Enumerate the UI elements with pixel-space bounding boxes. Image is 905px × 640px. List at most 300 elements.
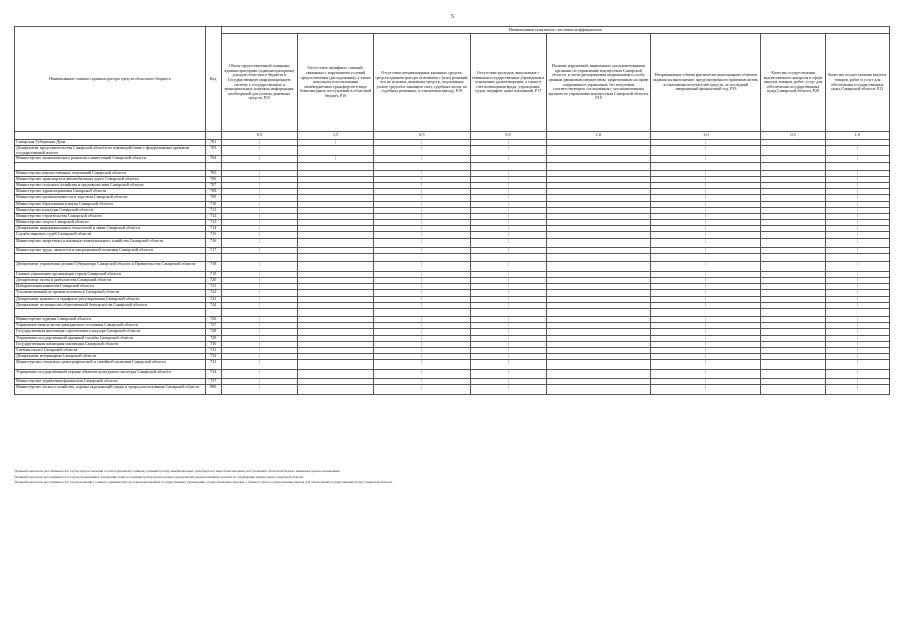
row-value: | [651, 146, 761, 156]
row-value: | [221, 354, 297, 360]
row-value: | [470, 195, 546, 201]
row-value: | [221, 360, 297, 370]
row-name: Департамент информационных технологий и связи Самарской области [15, 226, 206, 232]
row-value: | [374, 146, 470, 156]
row-value: | [470, 278, 546, 284]
row-name: Управление государственной охраны объектов культурного наследия Самарской области [15, 369, 206, 379]
row-code: 701 [205, 140, 221, 146]
row-code: 720 [205, 278, 221, 284]
row-value: | [374, 347, 470, 353]
row-value: | [651, 207, 761, 213]
row-name: Министерство энергетики и жилищно-коммунального хозяйства Самарской области [15, 238, 206, 248]
table-row [15, 162, 890, 170]
row-value: | [221, 329, 297, 335]
row-value [374, 254, 470, 262]
row-value [546, 360, 650, 370]
weight-cell: 0,5 [221, 132, 297, 140]
row-name: Министерство имущественных отношений Самарской области [15, 170, 206, 176]
row-value: | [470, 323, 546, 329]
row-value: | [651, 140, 761, 146]
row-name: Министерство туризма Самарской области [15, 316, 206, 322]
row-value: | [374, 296, 470, 302]
row-value [761, 360, 825, 370]
row-code: 721 [205, 284, 221, 290]
row-code: 703 [205, 146, 221, 156]
row-value: | [221, 341, 297, 347]
row-code: 708 [205, 189, 221, 195]
row-value [470, 162, 546, 170]
row-value: | [825, 316, 889, 322]
row-code: 712 [205, 213, 221, 219]
row-value: | [651, 226, 761, 232]
row-name: Министерство культуры Самарской области [15, 207, 206, 213]
row-value: | [374, 290, 470, 296]
row-value [546, 162, 650, 170]
row-value: | [297, 140, 373, 146]
header-indicator: Качество осуществления ведомственного контроля в сфере закупок товаров, работ, услуг для обеспечения государственных нужд Самарской области, P20 [761, 34, 825, 132]
row-value: | [470, 284, 546, 290]
row-value: | [825, 323, 889, 329]
row-value: | [221, 201, 297, 207]
row-name: Государственная инспекция строительного надзора Самарской области [15, 329, 206, 335]
row-value: | [374, 335, 470, 341]
row-code: 710 [205, 201, 221, 207]
weight-spacer [15, 132, 206, 140]
row-name: Департамент ветеринарии Самарской области [15, 354, 206, 360]
row-value: | [221, 323, 297, 329]
row-value: | [470, 347, 546, 353]
row-value: | [470, 335, 546, 341]
row-value: | [374, 323, 470, 329]
row-value: | [651, 302, 761, 308]
row-code: 730 [205, 341, 221, 347]
row-value: | [825, 284, 889, 290]
row-value [651, 162, 761, 170]
row-value: | [470, 213, 546, 219]
footnote: ²Данный показатель рассчитывается в случае проведения в отношении главного администратора контрольных мероприятий уполномоченным органом по управлению имуществом Самарской области. [14, 474, 304, 479]
row-value: | [374, 156, 470, 162]
row-value: | [470, 146, 546, 156]
row-code: 727 [205, 323, 221, 329]
row-code: 728 [205, 329, 221, 335]
row-value: | [651, 360, 761, 370]
row-code: 714 [205, 226, 221, 232]
row-value: | [221, 176, 297, 182]
row-value: | [374, 278, 470, 284]
row-value: | [470, 369, 546, 379]
row-value: | [651, 271, 761, 277]
row-name: Уполномоченный по правам человека в Самарской области [15, 290, 206, 296]
row-value: | [374, 207, 470, 213]
row-code: 724 [205, 302, 221, 308]
row-value: | [470, 296, 546, 302]
row-value [546, 262, 650, 272]
row-value: | [221, 146, 297, 156]
row-value: | [374, 140, 470, 146]
row-value: | [651, 278, 761, 284]
row-value [546, 369, 650, 379]
header-code: Код [205, 27, 221, 132]
weight-spacer [205, 132, 221, 140]
row-value [221, 308, 297, 316]
row-name: Департамент представительства Самарской области по взаимодействию с федеральными органами государственной власти [15, 146, 206, 156]
row-value: | [651, 329, 761, 335]
row-value: | [374, 201, 470, 207]
row-value: | [221, 213, 297, 219]
row-value: | [470, 302, 546, 308]
row-name: Министерство социально-демографической и семейной политики Самарской области [15, 360, 206, 370]
row-value: | [374, 232, 470, 238]
row-code: 707 [205, 182, 221, 188]
row-value: | [825, 278, 889, 284]
row-value: | [470, 385, 546, 395]
header-name: Наименование главного администратора средств областного бюджета [15, 27, 206, 132]
row-value: | [651, 201, 761, 207]
row-value: | [825, 195, 889, 201]
row-name: Министерство сельского хозяйства и продовольствия Самарской области [15, 182, 206, 188]
row-value [297, 308, 373, 316]
row-value: | [221, 140, 297, 146]
row-name: Департамент по вопросам общественной безопасности Самарской области [15, 302, 206, 308]
row-value [297, 238, 373, 248]
row-value: | [374, 354, 470, 360]
row-code: 737 [205, 379, 221, 385]
row-value: | [651, 213, 761, 219]
header-indicator: Непревышение объема фактически выполненных объемов задания на выполнение, предусмотренного правовым актом, в отношении получателей средств, за последний завершенный финансовый год, P19 [651, 34, 761, 132]
row-value: | [374, 262, 470, 272]
row-value: | [374, 182, 470, 188]
row-value: | [651, 156, 761, 162]
row-name [15, 254, 206, 262]
row-value [651, 308, 761, 316]
row-value: | [221, 189, 297, 195]
row-value: | [221, 278, 297, 284]
row-value: | [651, 170, 761, 176]
row-value: | [825, 347, 889, 353]
weight-cell: 0,5 [470, 132, 546, 140]
row-value: | [221, 262, 297, 272]
row-value: | [825, 182, 889, 188]
row-code: 713 [205, 220, 221, 226]
row-value: | [651, 238, 761, 248]
row-value: | [374, 271, 470, 277]
row-value: | [374, 379, 470, 385]
row-name: Министерство управления финансами Самарской области [15, 379, 206, 385]
row-value: | [374, 302, 470, 308]
row-value [761, 262, 825, 272]
row-value: | [825, 156, 889, 162]
row-value [546, 238, 650, 248]
row-value: | [297, 156, 373, 162]
row-value [297, 369, 373, 379]
row-value: | [470, 354, 546, 360]
table-row [15, 385, 890, 395]
row-value: | [651, 341, 761, 347]
row-value: | [825, 170, 889, 176]
row-value [297, 385, 373, 395]
row-value [470, 254, 546, 262]
table-row [15, 369, 890, 379]
row-name [15, 308, 206, 316]
row-value: | [374, 329, 470, 335]
row-value [297, 146, 373, 156]
row-value: | [470, 360, 546, 370]
row-value: | [651, 323, 761, 329]
row-value [546, 385, 650, 395]
row-value: | [825, 189, 889, 195]
weight-cell: 1,5 [297, 132, 373, 140]
row-value [546, 254, 650, 262]
row-value: | [221, 302, 297, 308]
header-indicator: Качество осуществления закупок товаров, работ и услуг для обеспечения государственных нужд Самарской области, P21 [825, 34, 889, 132]
page-number: 5 [451, 14, 454, 20]
row-value: | [374, 195, 470, 201]
row-value: | [651, 262, 761, 272]
row-value: | [221, 316, 297, 322]
row-value: | [470, 156, 546, 162]
row-code: 711 [205, 207, 221, 213]
row-value: | [374, 316, 470, 322]
row-value [761, 385, 825, 395]
row-value: | [470, 238, 546, 248]
row-name: Департамент управления делами Губернатора Самарской области и Правительства Самарской области [15, 262, 206, 272]
row-value [825, 308, 889, 316]
row-value: | [651, 182, 761, 188]
row-value: | [374, 360, 470, 370]
row-value: | [825, 385, 889, 395]
row-value: | [470, 379, 546, 385]
row-value: | [825, 379, 889, 385]
row-value [297, 262, 373, 272]
row-value: | [651, 316, 761, 322]
row-value: | [470, 262, 546, 272]
table-row [15, 360, 890, 370]
row-value: | [651, 284, 761, 290]
row-value: | [825, 213, 889, 219]
row-value: | [374, 213, 470, 219]
row-value: | [221, 248, 297, 254]
row-code: 717 [205, 248, 221, 254]
row-value: | [221, 335, 297, 341]
row-value: | [825, 335, 889, 341]
row-value: | [825, 207, 889, 213]
row-value [374, 308, 470, 316]
row-value: | [221, 379, 297, 385]
row-value [470, 308, 546, 316]
row-value: | [470, 290, 546, 296]
row-value: | [221, 232, 297, 238]
row-name: Министерство промышленности и торговли Самарской области [15, 195, 206, 201]
row-value: | [221, 182, 297, 188]
row-name: Министерство здравоохранения Самарской области [15, 189, 206, 195]
row-value [221, 162, 297, 170]
row-name: Служба мировых судей Самарской области [15, 232, 206, 238]
row-code: 722 [205, 290, 221, 296]
row-code: 706 [205, 176, 221, 182]
row-code: 734 [205, 369, 221, 379]
row-value: | [221, 226, 297, 232]
row-value [761, 308, 825, 316]
row-name: Департамент охоты и рыболовства Самарской области [15, 278, 206, 284]
row-code [205, 308, 221, 316]
row-value: | [825, 302, 889, 308]
row-value: | [221, 195, 297, 201]
row-value: | [651, 248, 761, 254]
indicators-table [14, 26, 890, 395]
table-row [15, 254, 890, 262]
row-value: | [470, 140, 546, 146]
row-value: | [825, 360, 889, 370]
row-value: | [825, 296, 889, 302]
row-name: Департамент ценового и тарифного регулирования Самарской области [15, 296, 206, 302]
row-value: | [651, 290, 761, 296]
table-row [15, 262, 890, 272]
row-value: | [470, 232, 546, 238]
row-value: | [825, 226, 889, 232]
row-value [761, 146, 825, 156]
row-code: 718 [205, 262, 221, 272]
row-value: | [470, 189, 546, 195]
row-name [15, 162, 206, 170]
row-value: | [221, 284, 297, 290]
row-value: | [651, 296, 761, 302]
row-value: | [651, 347, 761, 353]
row-value: | [221, 369, 297, 379]
row-value: | [651, 335, 761, 341]
row-value: | [470, 341, 546, 347]
row-value: | [825, 262, 889, 272]
row-value: | [825, 232, 889, 238]
row-value: | [374, 341, 470, 347]
row-value: | [221, 156, 297, 162]
row-value: | [374, 369, 470, 379]
row-value: | [651, 220, 761, 226]
row-value: | [221, 296, 297, 302]
row-value: | [651, 354, 761, 360]
row-value: | [825, 354, 889, 360]
row-name: Министерство экономического развития и инвестиций Самарской области [15, 156, 206, 162]
row-code: 726 [205, 316, 221, 322]
weight-cell: 0,5 [761, 132, 825, 140]
header-group-title: Наименование показателя с весовым коэффициентом [221, 27, 889, 34]
row-code: 716 [205, 238, 221, 248]
row-code: 705 [205, 170, 221, 176]
row-value [651, 254, 761, 262]
row-name: Министерство труда, занятости и миграционной политики Самарской области [15, 248, 206, 254]
row-value: | [651, 379, 761, 385]
row-value: | [825, 176, 889, 182]
row-value: | [470, 226, 546, 232]
footnotes [14, 469, 890, 486]
row-value: | [470, 170, 546, 176]
row-value: | [374, 284, 470, 290]
row-value: | [221, 290, 297, 296]
table-row [15, 238, 890, 248]
row-value: | [651, 189, 761, 195]
row-code: 709 [205, 195, 221, 201]
table-row [15, 308, 890, 316]
header-indicator: Отсутствие неправомерных законных средств, средств администратора отчетными с (или) решений, что их исковых денежных средств, подлежащих уплате средств в законную силу, судебных актов, по судебных решениях, в отношении выгоду, P18 [374, 34, 470, 132]
row-value: | [470, 329, 546, 335]
row-name: Государственная жилищная инспекция Самарской области [15, 341, 206, 347]
row-value: | [470, 271, 546, 277]
row-value [825, 254, 889, 262]
row-name: Счетная палата Самарской области [15, 347, 206, 353]
row-value: | [470, 207, 546, 213]
row-code [205, 254, 221, 262]
row-value: | [825, 146, 889, 156]
row-name: Министерство лесного хозяйства, охраны окружающей среды и природопользования Самарской области [15, 385, 206, 395]
row-value: | [825, 220, 889, 226]
row-value [297, 254, 373, 262]
header-indicator: Отсутствие штрафных санкций, связанных с нарушением условий предоставления (расходования), а также неполного использования межбюджетных трансфертов в виде безвозмездных поступлений в областной бюджет, P16 [297, 34, 373, 132]
header-indicator: Объем предоставленной главными администраторами (администраторами) доходов областного бюджета в Государственную информационную систему о государственных и муниципальных платежах информации, необходимой для уплаты денежных средств, P15 [221, 34, 297, 132]
row-code [205, 162, 221, 170]
row-value: | [470, 176, 546, 182]
row-name: Министерство строительства Самарской области [15, 213, 206, 219]
row-value: | [825, 271, 889, 277]
row-value [374, 162, 470, 170]
row-value [546, 146, 650, 156]
row-code: 729 [205, 335, 221, 341]
row-value [761, 254, 825, 262]
weight-cell: 0,5 [374, 132, 470, 140]
row-value: | [374, 248, 470, 254]
row-value: | [221, 238, 297, 248]
row-value: | [651, 369, 761, 379]
row-name: Самарская Губернская Дума [15, 140, 206, 146]
row-code: 732 [205, 354, 221, 360]
row-value [546, 308, 650, 316]
row-value [297, 162, 373, 170]
row-code: 704 [205, 156, 221, 162]
row-code: 731 [205, 347, 221, 353]
row-value: | [825, 201, 889, 207]
row-name: Министерство транспорта и автомобильных дорог Самарской области [15, 176, 206, 182]
row-value: | [651, 385, 761, 395]
row-value [761, 162, 825, 170]
row-value: | [470, 248, 546, 254]
table-body [15, 140, 890, 395]
row-value: | [825, 369, 889, 379]
row-value: | [221, 347, 297, 353]
header-indicator: Наличие нарушений, выявленных уполномоченными органами по управлению имуществом Самарской области, в части распоряжения недвижимым и особо ценным движимым имуществом, закрепленным на праве оперативного управления, без получения соответствующего согласования с уполномоченным органом по управлению имуществом Самарской области, P18 [546, 34, 650, 132]
row-value: | [374, 176, 470, 182]
row-value: | [470, 316, 546, 322]
row-value: | [470, 201, 546, 207]
row-value: | [221, 170, 297, 176]
row-value [761, 238, 825, 248]
row-value: | [221, 385, 297, 395]
row-name: Министерство спорта Самарской области [15, 220, 206, 226]
row-code: 733 [205, 360, 221, 370]
row-code: 723 [205, 296, 221, 302]
weight-cell: 1,0 [651, 132, 761, 140]
row-value [221, 254, 297, 262]
row-code: 719 [205, 271, 221, 277]
row-code: 806 [205, 385, 221, 395]
row-value: | [470, 220, 546, 226]
row-name: Управление записи актов гражданского состояния Самарской области [15, 323, 206, 329]
row-value: | [374, 385, 470, 395]
table-row [15, 146, 890, 156]
row-value: | [825, 238, 889, 248]
row-code: 715 [205, 232, 221, 238]
row-value: | [651, 195, 761, 201]
row-value [761, 369, 825, 379]
row-value: | [825, 341, 889, 347]
row-value: | [825, 290, 889, 296]
